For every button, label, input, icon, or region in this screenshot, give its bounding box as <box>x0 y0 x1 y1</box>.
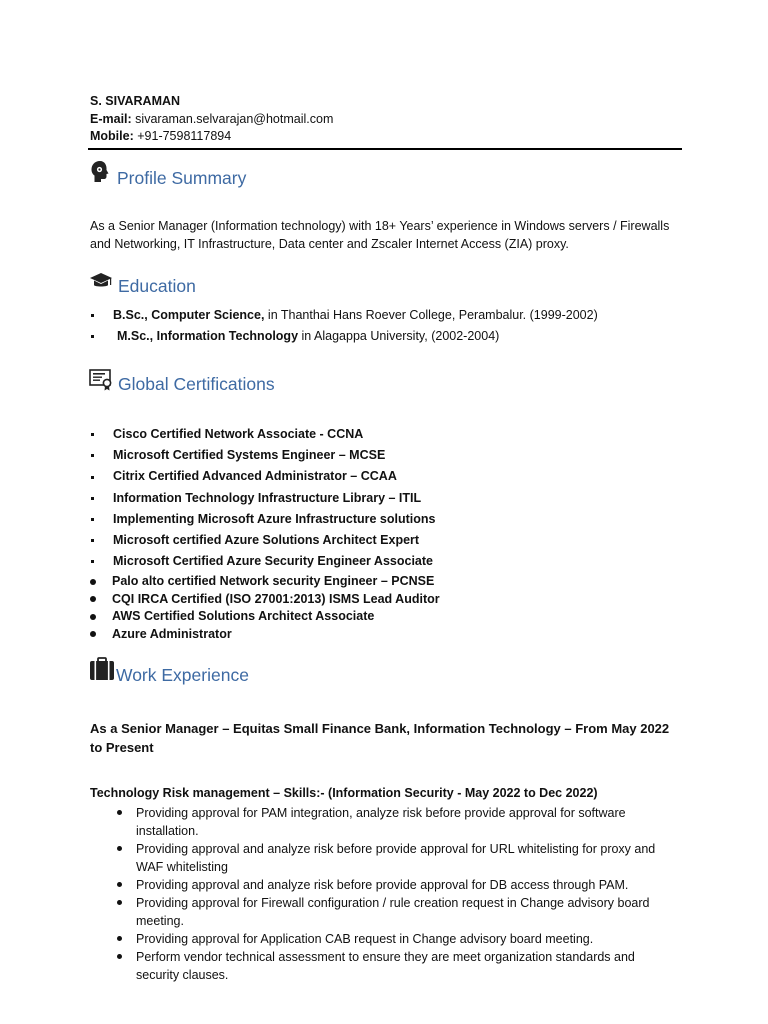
responsibility-line: Providing approval for Application CAB request in Change advisory board meeting. <box>136 932 594 946</box>
certification-item <box>90 509 436 530</box>
certification-item <box>90 573 440 591</box>
email-value: sivaraman.selvarajan@hotmail.com <box>135 112 334 126</box>
certification-label: Microsoft Certified Azure Security Engineer Associate <box>113 554 433 569</box>
mobile-label: Mobile: <box>90 129 134 143</box>
responsibility-line: Providing approval for PAM integration, analyze risk before provide approval for software <box>136 806 626 820</box>
responsibility-line: meeting. <box>136 914 184 928</box>
certification-item <box>90 591 440 609</box>
role-subheading: Technology Risk management – Skills:- (Information Security - May 2022 to Dec 2022) <box>90 786 598 800</box>
briefcase-icon <box>89 657 115 681</box>
certification-label: AWS Certified Solutions Architect Associate <box>112 609 375 623</box>
responsibility-line: installation. <box>136 824 199 838</box>
certification-label: Information Technology Infrastructure Library – ITIL <box>113 490 422 505</box>
certification-list <box>90 424 436 572</box>
bullet-square <box>91 433 94 436</box>
bullet-dot <box>90 614 96 620</box>
responsibility-line: Perform vendor technical assessment to ensure they are meet organization standards and <box>136 950 635 964</box>
bullet-square <box>91 560 94 563</box>
education-item <box>90 308 598 322</box>
section-title-education: Education <box>118 276 196 296</box>
job-title-line: As a Senior Manager – Equitas Small Finance Bank, Information Technology – From May 2022 <box>90 721 670 736</box>
education-detail: in Alagappa University, (2002-2004) <box>298 329 500 343</box>
bullet-square <box>91 497 94 500</box>
responsibility-item <box>112 894 672 930</box>
responsibility-item <box>112 948 672 984</box>
bullet-square <box>91 518 94 521</box>
responsibility-list <box>112 804 672 984</box>
bullet-dot <box>90 631 96 637</box>
graduation-cap-icon <box>89 272 113 290</box>
responsibility-line: security clauses. <box>136 968 229 982</box>
responsibility-item <box>112 876 672 894</box>
mobile-line <box>90 127 231 145</box>
profile-summary-text <box>90 217 686 253</box>
certification-item <box>90 626 440 644</box>
certification-item <box>90 466 436 487</box>
responsibility-line: Providing approval for Firewall configuration / rule creation request in Change advisory board <box>136 896 650 910</box>
certification-label: Citrix Certified Advanced Administrator – CCAA <box>113 469 397 484</box>
section-title-global-certifications: Global Certifications <box>118 374 275 394</box>
certification-label: Palo alto certified Network security Engineer – PCNSE <box>112 574 435 588</box>
certification-label: Azure Administrator <box>112 626 232 641</box>
responsibility-item <box>112 930 672 948</box>
bullet-dot <box>90 579 96 585</box>
certification-item <box>90 424 436 445</box>
section-title-work-experience: Work Experience <box>116 665 249 685</box>
education-item <box>90 329 499 343</box>
bullet-dot <box>90 596 96 602</box>
candidate-name: S. SIVARAMAN <box>90 94 181 108</box>
head-gear-icon <box>90 160 110 186</box>
education-degree: B.Sc., Computer Science, <box>113 308 265 322</box>
responsibility-line: WAF whitelisting <box>136 860 228 874</box>
email-label: E-mail: <box>90 112 132 126</box>
certification-item <box>90 530 436 551</box>
email-line <box>90 110 333 128</box>
mobile-value: +91-7598117894 <box>137 129 232 143</box>
responsibility-item <box>112 804 672 840</box>
education-degree: M.Sc., Information Technology <box>117 329 299 343</box>
bullet-square <box>91 314 94 317</box>
certification-item <box>90 445 436 466</box>
certification-item <box>90 551 436 572</box>
responsibility-line: Providing approval and analyze risk before provide approval for DB access through PAM. <box>136 878 629 892</box>
bullet-square <box>91 335 94 338</box>
certification-label: CQI IRCA Certified (ISO 27001:2013) ISMS Lead Auditor <box>112 591 440 606</box>
bullet-square <box>91 476 94 479</box>
responsibility-line: Providing approval and analyze risk before provide approval for URL whitelisting for proxy and <box>136 842 656 856</box>
bullet-square <box>91 539 94 542</box>
profile-summary-line: As a Senior Manager (Information technology) with 18+ Years’ experience in Windows servers / Firewalls <box>90 219 670 233</box>
job-title <box>90 719 690 757</box>
header-divider <box>88 148 682 150</box>
certification-item <box>90 488 436 509</box>
certificate-icon <box>89 369 113 391</box>
certification-label: Microsoft Certified Systems Engineer – MCSE <box>113 448 386 463</box>
certification-label: Cisco Certified Network Associate - CCNA <box>113 427 364 441</box>
certification-list <box>90 573 440 643</box>
job-title-line: to Present <box>90 740 154 755</box>
section-title-profile-summary: Profile Summary <box>117 168 247 188</box>
bullet-square <box>91 454 94 457</box>
profile-summary-line: and Networking, IT Infrastructure, Data center and Zscaler Internet Access (ZIA) proxy. <box>90 237 569 251</box>
certification-label: Microsoft certified Azure Solutions Architect Expert <box>113 533 420 548</box>
education-detail: in Thanthai Hans Roever College, Perambalur. (1999-2002) <box>264 308 598 322</box>
certification-label: Implementing Microsoft Azure Infrastructure solutions <box>113 511 436 526</box>
certification-item <box>90 608 440 626</box>
responsibility-item <box>112 840 672 876</box>
